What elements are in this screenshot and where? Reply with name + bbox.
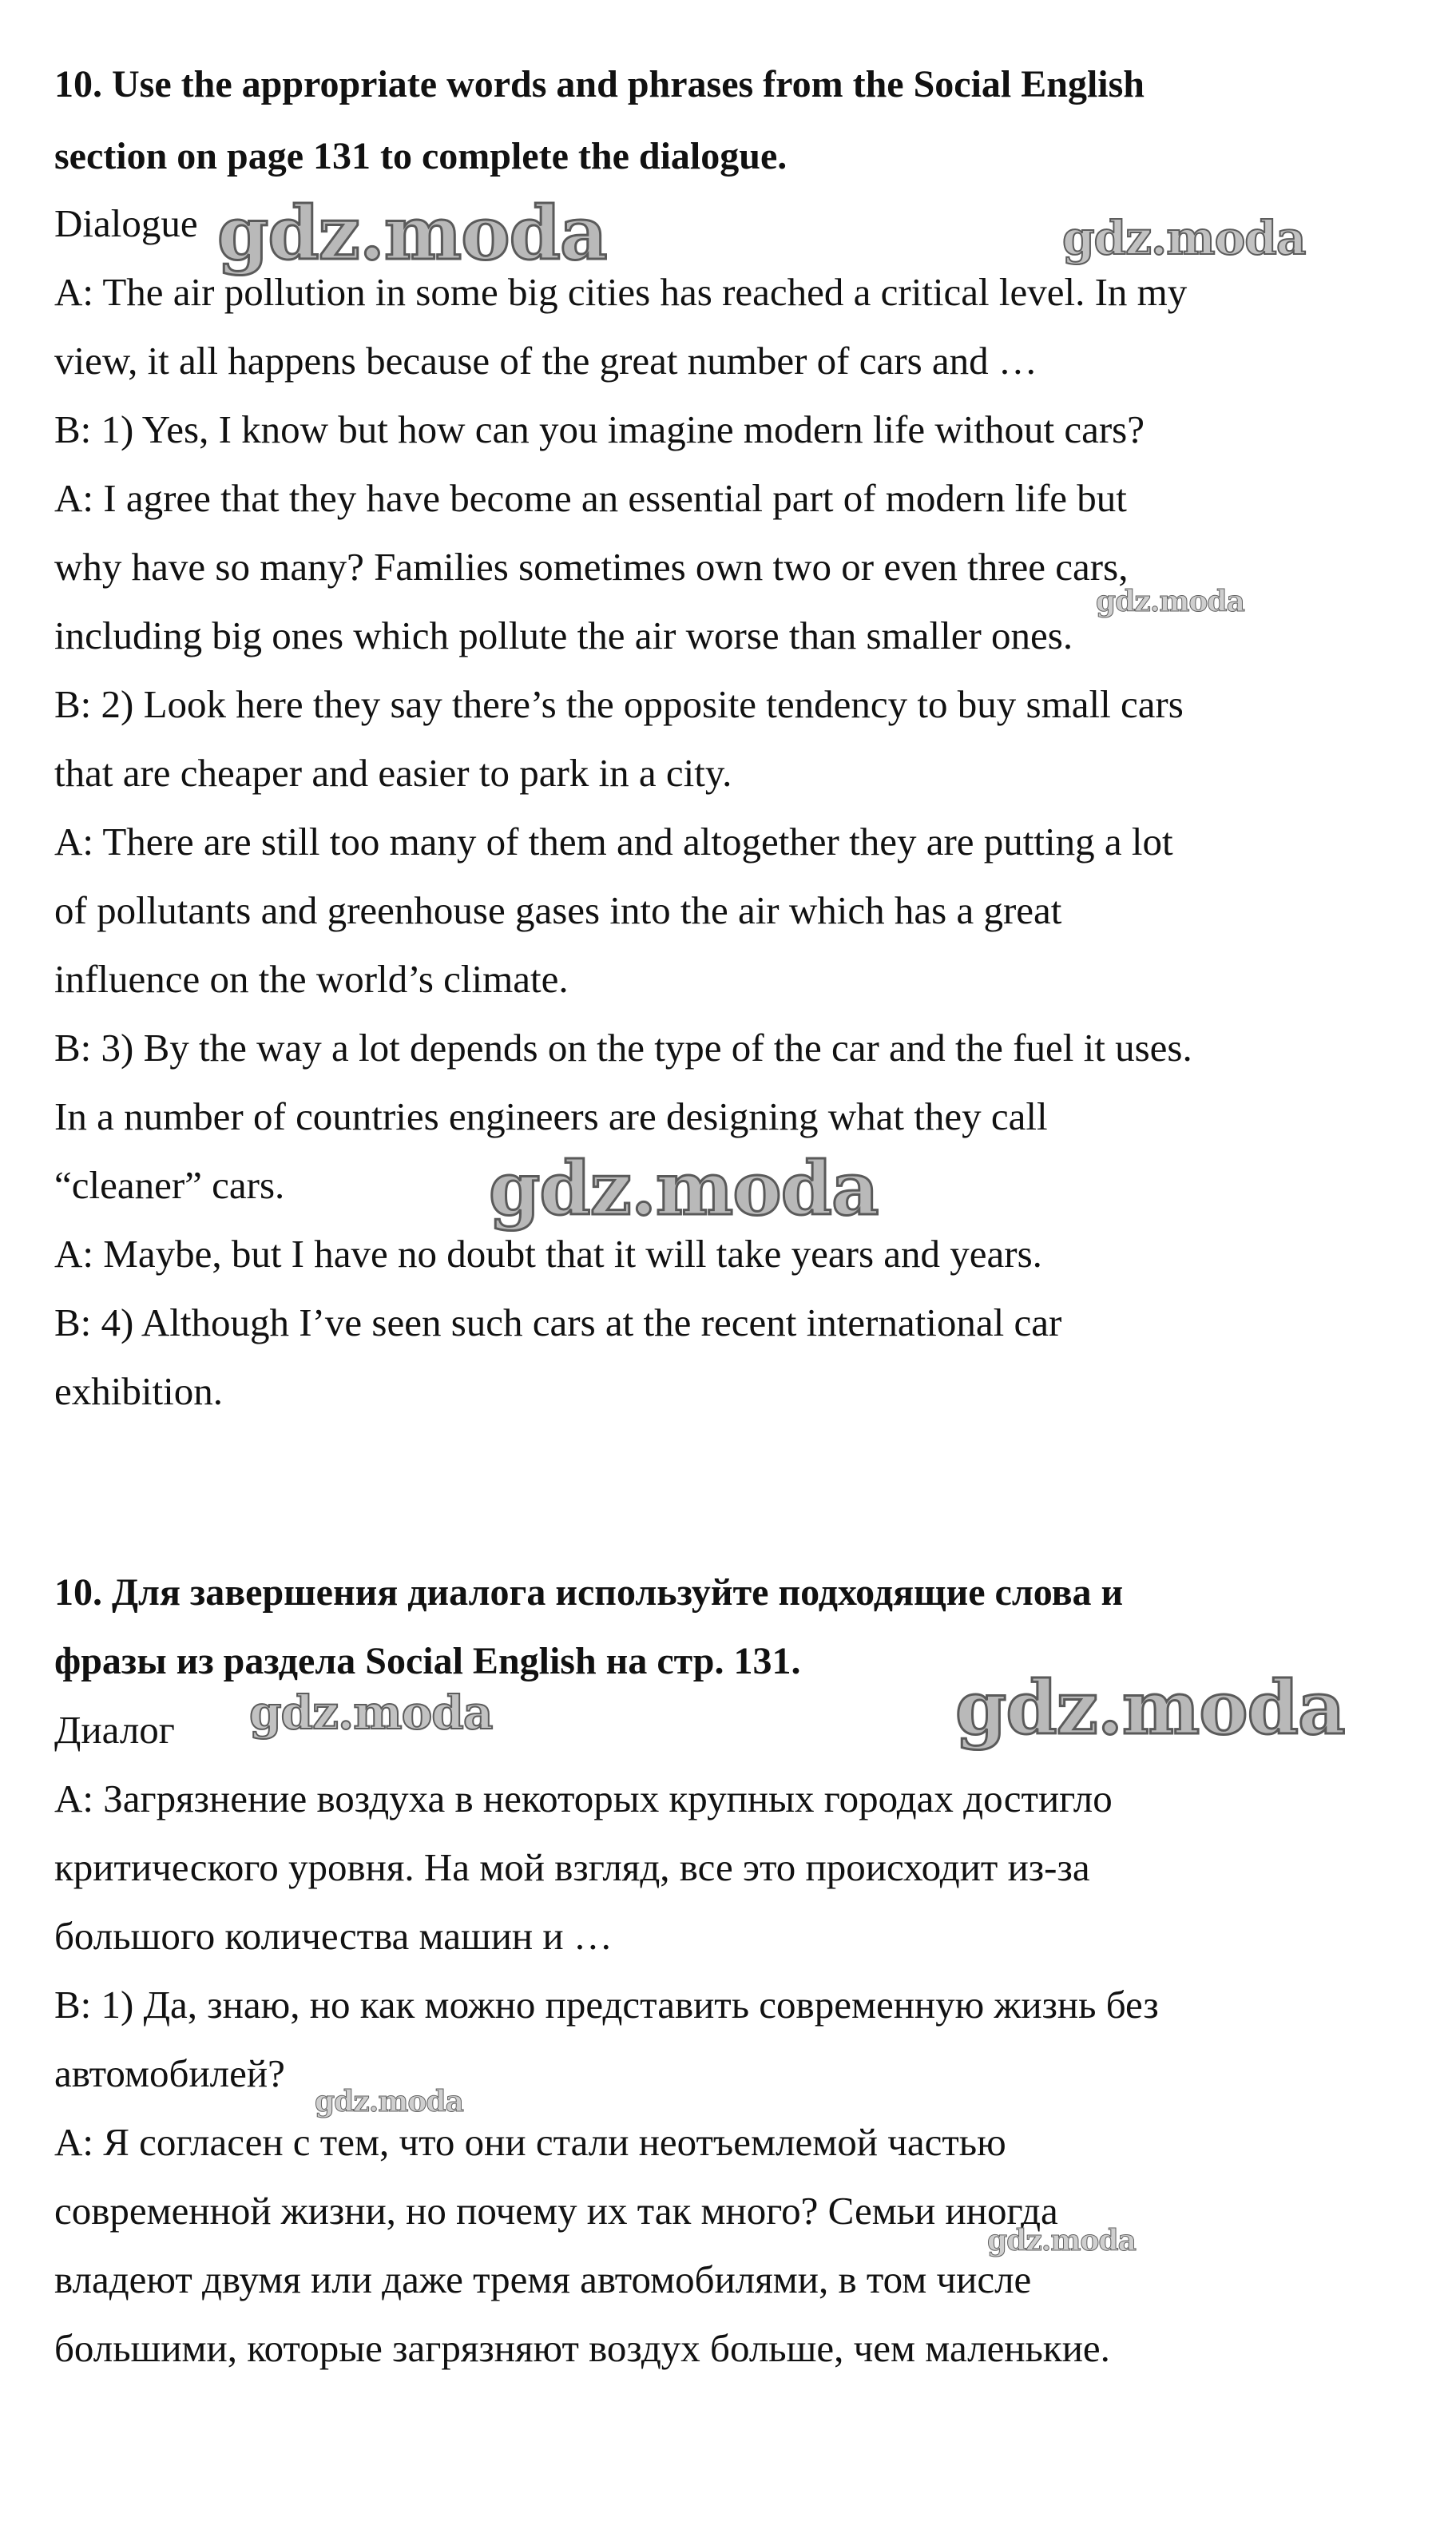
english-dialogue-line: A: I agree that they have become an essential part of modern life but: [54, 476, 1127, 520]
russian-heading-line-1: 10. Для завершения диалога используйте подходящие слова и: [54, 1571, 1124, 1614]
russian-dialogue-line: A: Я согласен с тем, что они стали неотъемлемой частью: [54, 2120, 1006, 2164]
russian-dialogue-line: B: 1) Да, знаю, но как можно представить современную жизнь без: [54, 1983, 1159, 2027]
english-dialogue-line: A: Maybe, but I have no doubt that it will take years and years.: [54, 1232, 1042, 1276]
english-dialogue-line: In a number of countries engineers are designing what they call: [54, 1094, 1048, 1138]
russian-dialogue-label: Диалог: [54, 1708, 175, 1752]
english-dialogue-line: that are cheaper and easier to park in a city.: [54, 751, 732, 795]
russian-dialogue-line: современной жизни, но почему их так много? Семьи иногда: [54, 2189, 1058, 2233]
watermark-logo: gdz.moda: [315, 2085, 463, 2118]
russian-dialogue-line: большими, которые загрязняют воздух больше, чем маленькие.: [54, 2326, 1110, 2370]
english-dialogue-line: B: 1) Yes, I know but how can you imagine modern life without cars?: [54, 407, 1145, 451]
english-dialogue-label: Dialogue: [54, 201, 198, 245]
english-dialogue-line: including big ones which pollute the air worse than smaller ones.: [54, 613, 1073, 657]
english-dialogue-line: B: 3) By the way a lot depends on the type of the car and the fuel it uses.: [54, 1026, 1192, 1070]
english-heading-line-2: section on page 131 to complete the dialogue.: [54, 135, 788, 177]
english-dialogue-line: B: 2) Look here they say there’s the opposite tendency to buy small cars: [54, 682, 1184, 726]
english-dialogue-line: influence on the world’s climate.: [54, 957, 569, 1001]
english-dialogue-line: A: There are still too many of them and altogether they are putting a lot: [54, 820, 1173, 864]
watermark-logo: gdz.moda: [987, 2224, 1136, 2257]
russian-dialogue-line: A: Загрязнение воздуха в некоторых крупных городах достигло: [54, 1777, 1113, 1820]
watermark-logo: gdz.moda: [249, 1685, 493, 1740]
english-dialogue-line: “cleaner” cars.: [54, 1163, 285, 1207]
russian-dialogue-line: владеют двумя или даже тремя автомобилями, в том числе: [54, 2257, 1032, 2301]
english-dialogue-line: of pollutants and greenhouse gases into the air which has a great: [54, 888, 1062, 932]
russian-heading-line-2: фразы из раздела Social English на стр. 131.: [54, 1640, 801, 1682]
english-dialogue-line: why have so many? Families sometimes own two or even three cars,: [54, 545, 1129, 589]
watermark-logo: gdz.moda: [1062, 211, 1306, 265]
russian-dialogue-line: автомобилей?: [54, 2051, 285, 2095]
english-dialogue-line: view, it all happens because of the great number of cars and …: [54, 339, 1037, 383]
english-dialogue-line: A: The air pollution in some big cities has reached a critical level. In my: [54, 270, 1188, 314]
english-dialogue-line: exhibition.: [54, 1369, 223, 1413]
watermark-logo: gdz.moda: [217, 190, 607, 276]
watermark-logo: gdz.moda: [489, 1145, 879, 1232]
watermark-logo: gdz.moda: [1096, 585, 1244, 618]
watermark-logo: gdz.moda: [955, 1665, 1345, 1751]
english-dialogue-line: B: 4) Although I’ve seen such cars at the recent international car: [54, 1300, 1062, 1344]
english-heading-line-1: 10. Use the appropriate words and phrases from the Social English: [54, 63, 1145, 105]
russian-dialogue-line: критического уровня. На мой взгляд, все это происходит из-за: [54, 1845, 1090, 1889]
russian-dialogue-line: большого количества машин и …: [54, 1914, 613, 1958]
